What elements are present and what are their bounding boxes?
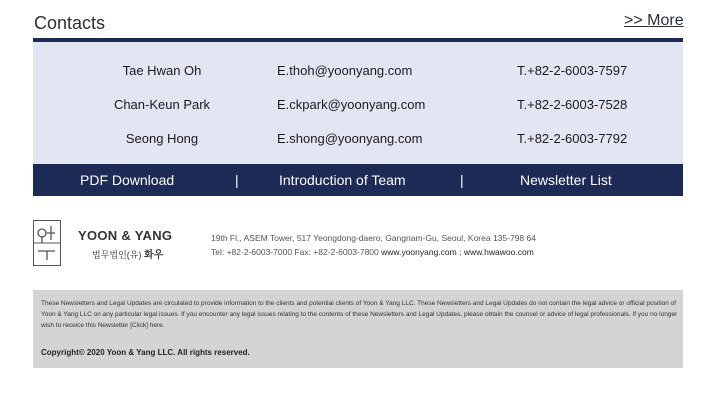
link-bar	[33, 164, 683, 196]
firm-address	[211, 231, 536, 259]
contact-line	[211, 245, 536, 259]
disclaimer-text: These Newsletters and Legal Updates are circulated to provide information to the clients and potential clients of Yoon & Yang LLC. These Newsletters and Legal Updates do not contain the legal advice or official position of Yoon & Yang LLC on any particular legal issues. If you encounter any legal issues relating to the contents of these Newsletters and Legal Updates, please obtain the counsel or advice of legal professionals. If you no longer wish to receice this Newsletter [Click] here.	[41, 300, 678, 329]
contact-phone: T.+82-2-6003-7792	[517, 131, 628, 146]
contact-row	[33, 131, 683, 151]
firm-logo-icon	[33, 220, 61, 266]
contact-phone: T.+82-2-6003-7528	[517, 97, 628, 112]
disclaimer-panel	[33, 290, 683, 368]
section-title: Contacts	[34, 13, 106, 33]
contact-phone: T.+82-2-6003-7597	[517, 63, 628, 78]
newsletter-list-link[interactable]: Newsletter List	[520, 172, 612, 188]
address-line: 19th Fl., ASEM Tower, 517 Yeongdong-daero, Gangnam-Gu, Seoul, Korea 135-798 64	[211, 233, 536, 243]
more-link[interactable]: >> More	[624, 12, 684, 29]
contact-name: Tae Hwan Oh	[122, 63, 202, 78]
firm-logo-name: YOON & YANG	[78, 228, 173, 243]
contact-row	[33, 63, 683, 83]
contact-name: Seong Hong	[125, 131, 199, 146]
contact-email[interactable]: E.ckpark@yoonyang.com	[277, 97, 426, 112]
website-link-yoonyang[interactable]: www.yoonyang.com	[381, 247, 457, 257]
contact-email[interactable]: E.shong@yoonyang.com	[277, 131, 423, 146]
contact-email[interactable]: E.thoh@yoonyang.com	[277, 63, 413, 78]
pdf-download-link[interactable]: PDF Download	[80, 172, 175, 188]
copyright: Copyright© 2020 Yoon & Yang LLC. All rights reserved.	[41, 348, 250, 357]
tel-fax: Tel: +82-2-6003-7000 Fax: +82-2-6003-7800	[211, 247, 379, 257]
website-link-hwawoo[interactable]: www.hwawoo.com	[463, 247, 534, 257]
website-separator: ;	[459, 247, 462, 257]
link-separator: |	[460, 172, 464, 188]
logo-korean-prefix: 법무법인(유)	[92, 250, 142, 260]
contact-name: Chan-Keun Park	[113, 97, 211, 112]
team-introduction-link[interactable]: Introduction of Team	[279, 172, 406, 188]
contacts-panel	[33, 42, 683, 164]
logo-korean-name: 화우	[143, 250, 164, 261]
contact-row	[33, 97, 683, 117]
link-separator: |	[235, 172, 239, 188]
firm-logo-korean	[92, 246, 163, 261]
